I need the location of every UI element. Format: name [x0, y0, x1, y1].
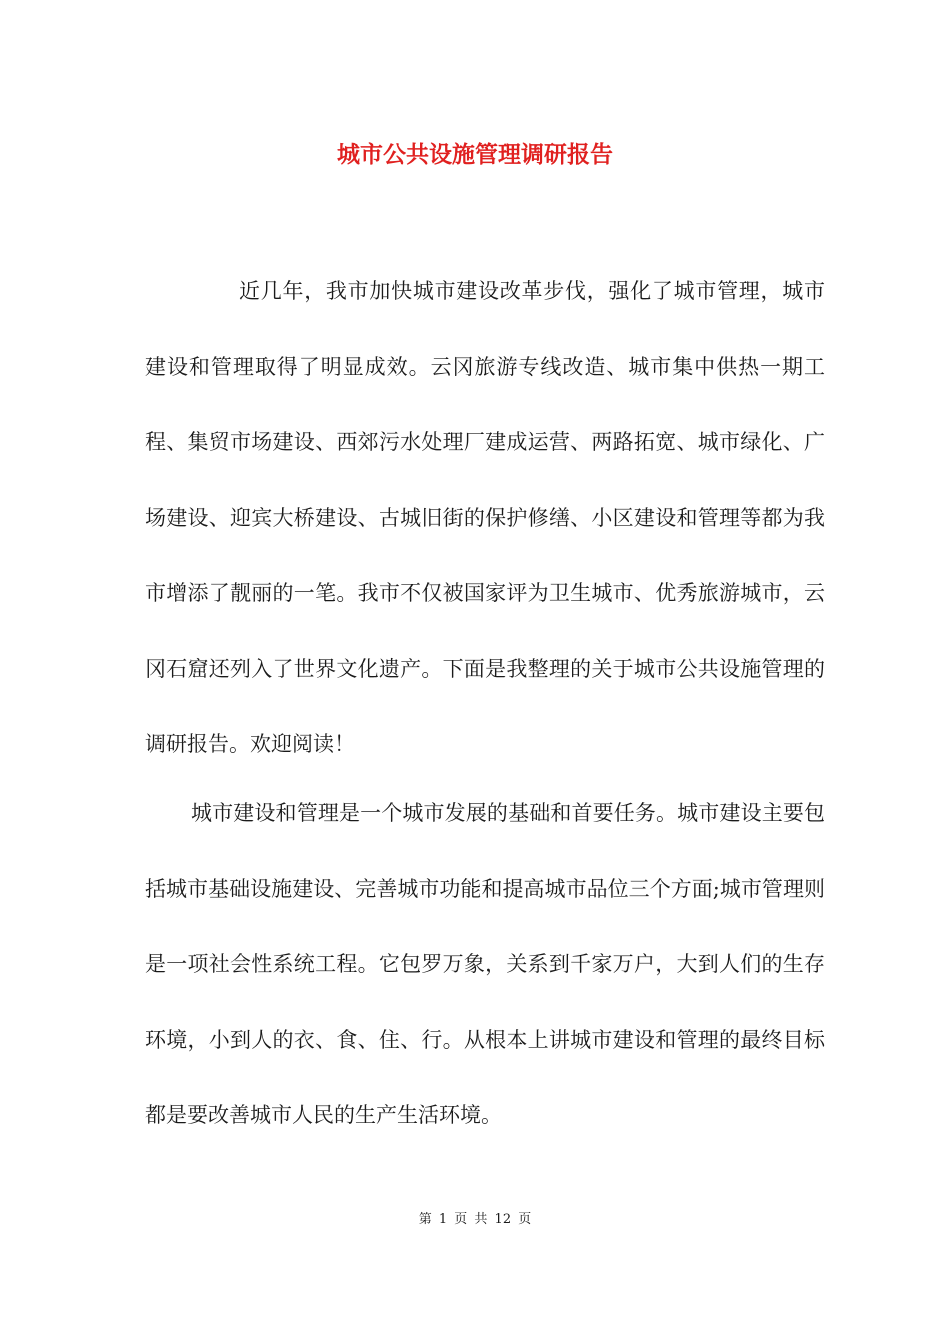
body-paragraph-1: 近几年，我市加快城市建设改革步伐，强化了城市管理，城市建设和管理取得了明显成效。云冈旅游专线改造、城市集中供热一期工程、集贸市场建设、西郊污水处理厂建成运营、两路拓宽、城市绿化、广场建设、迎宾大桥建设、古城旧街的保护修缮、小区建设和管理等都为我市增添了靓丽的一笔。我市不仅被国家评为卫生城市、优秀旅游城市，云冈石窟还列入了世界文化遗产。下面是我整理的关于城市公共设施管理的调研报告。欢迎阅读！	[145, 279, 825, 756]
page-number-footer: 第 1 页 共 12 页	[418, 1212, 532, 1227]
body-paragraph-2: 城市建设和管理是一个城市发展的基础和首要任务。城市建设主要包括城市基础设施建设、完善城市功能和提高城市品位三个方面;城市管理则是一项社会性系统工程。它包罗万象，关系到千家万户，大到人们的生存环境，小到人的衣、食、住、行。从根本上讲城市建设和管理的最终目标都是要改善城市人民的生产生活环境。	[145, 801, 825, 1127]
document-title: 城市公共设施管理调研报告	[337, 141, 613, 168]
